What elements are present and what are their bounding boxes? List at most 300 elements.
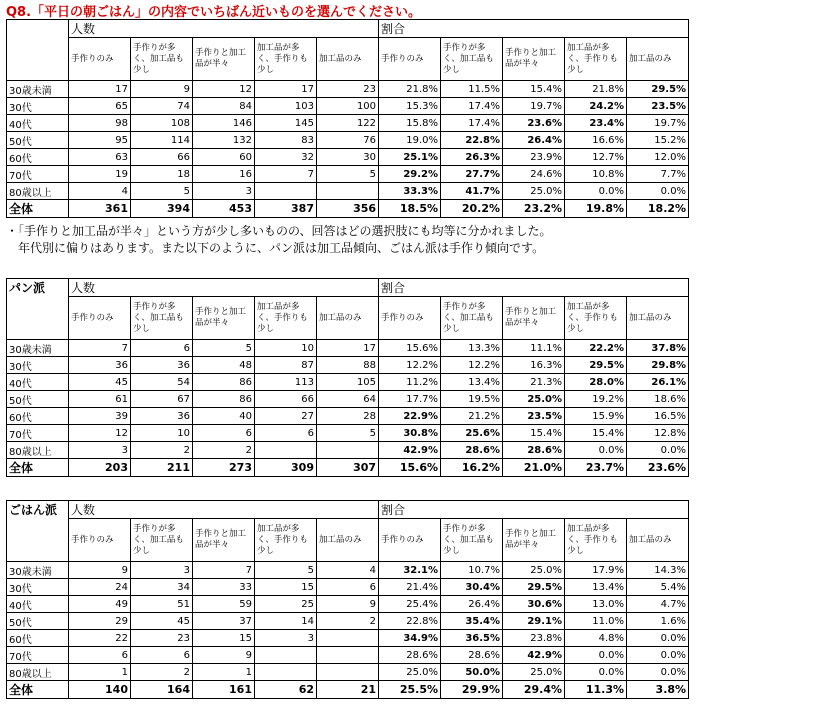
total-count-cell: 387 bbox=[255, 200, 317, 218]
table-row bbox=[7, 115, 689, 132]
table-row bbox=[7, 442, 689, 459]
ratio-cell: 16.6% bbox=[565, 132, 627, 149]
header-row-groups bbox=[7, 501, 689, 519]
total-ratio-cell: 23.7% bbox=[565, 459, 627, 477]
option-header: 手作りが多く、加工品も少し bbox=[441, 38, 503, 81]
count-cell: 95 bbox=[69, 132, 131, 149]
ratio-cell: 0.0% bbox=[565, 183, 627, 200]
count-cell: 5 bbox=[255, 562, 317, 579]
ratio-cell: 25.1% bbox=[379, 149, 441, 166]
ratio-cell: 28.6% bbox=[441, 442, 503, 459]
count-cell: 86 bbox=[193, 391, 255, 408]
table-row bbox=[7, 340, 689, 357]
count-cell: 5 bbox=[193, 340, 255, 357]
header-row-options bbox=[7, 297, 689, 340]
count-cell: 108 bbox=[131, 115, 193, 132]
ratio-cell: 5.4% bbox=[627, 579, 689, 596]
count-cell: 5 bbox=[317, 166, 379, 183]
row-label: 80歳以上 bbox=[7, 183, 69, 200]
count-cell bbox=[317, 630, 379, 647]
ratio-cell: 0.0% bbox=[627, 442, 689, 459]
ratio-cell: 29.1% bbox=[503, 613, 565, 630]
row-label: 40代 bbox=[7, 374, 69, 391]
count-cell: 3 bbox=[131, 562, 193, 579]
row-label: 60代 bbox=[7, 630, 69, 647]
count-cell: 28 bbox=[317, 408, 379, 425]
total-ratio-cell: 15.6% bbox=[379, 459, 441, 477]
count-cell: 122 bbox=[317, 115, 379, 132]
count-cell: 9 bbox=[317, 596, 379, 613]
total-count-cell: 453 bbox=[193, 200, 255, 218]
row-label: 30歳未満 bbox=[7, 81, 69, 98]
ratio-cell: 37.8% bbox=[627, 340, 689, 357]
ratio-cell: 23.9% bbox=[503, 149, 565, 166]
option-header: 手作りと加工品が半々 bbox=[193, 38, 255, 81]
ratio-cell: 7.7% bbox=[627, 166, 689, 183]
ratio-cell: 34.9% bbox=[379, 630, 441, 647]
count-cell: 36 bbox=[131, 408, 193, 425]
total-row bbox=[7, 459, 689, 477]
ratio-cell: 23.5% bbox=[503, 408, 565, 425]
row-label: 30代 bbox=[7, 98, 69, 115]
ratio-cell: 33.3% bbox=[379, 183, 441, 200]
table-row bbox=[7, 357, 689, 374]
table-row bbox=[7, 81, 689, 98]
count-cell: 7 bbox=[255, 166, 317, 183]
count-cell: 36 bbox=[131, 357, 193, 374]
total-count-cell: 394 bbox=[131, 200, 193, 218]
count-cell: 45 bbox=[69, 374, 131, 391]
table-row bbox=[7, 98, 689, 115]
ratio-cell: 21.8% bbox=[565, 81, 627, 98]
count-cell: 1 bbox=[193, 664, 255, 681]
ratio-cell: 16.3% bbox=[503, 357, 565, 374]
count-cell: 15 bbox=[255, 579, 317, 596]
count-cell: 19 bbox=[69, 166, 131, 183]
ratio-cell: 12.0% bbox=[627, 149, 689, 166]
ratio-cell: 15.9% bbox=[565, 408, 627, 425]
total-count-cell: 273 bbox=[193, 459, 255, 477]
ratio-cell: 23.8% bbox=[503, 630, 565, 647]
count-cell: 87 bbox=[255, 357, 317, 374]
option-header: 手作りが多く、加工品も少し bbox=[441, 519, 503, 562]
table-row bbox=[7, 166, 689, 183]
row-label: 70代 bbox=[7, 425, 69, 442]
ratio-cell: 15.4% bbox=[503, 81, 565, 98]
count-cell: 66 bbox=[131, 149, 193, 166]
table-row bbox=[7, 647, 689, 664]
table-label: パン派 bbox=[7, 279, 69, 340]
ratio-cell: 25.0% bbox=[503, 391, 565, 408]
count-cell: 6 bbox=[69, 647, 131, 664]
ratio-cell: 22.8% bbox=[441, 132, 503, 149]
ratio-cell: 15.3% bbox=[379, 98, 441, 115]
ratio-cell: 25.6% bbox=[441, 425, 503, 442]
count-cell: 86 bbox=[193, 374, 255, 391]
table-row bbox=[7, 132, 689, 149]
group-header-count: 人数 bbox=[69, 501, 379, 519]
ratio-cell: 26.1% bbox=[627, 374, 689, 391]
ratio-cell: 12.2% bbox=[441, 357, 503, 374]
group-header-count: 人数 bbox=[69, 20, 379, 38]
option-header: 加工品が多く、手作りも少し bbox=[255, 38, 317, 81]
crosstab-table-1 bbox=[6, 278, 689, 477]
option-header: 手作りと加工品が半々 bbox=[503, 38, 565, 81]
count-cell bbox=[255, 183, 317, 200]
ratio-cell: 13.4% bbox=[441, 374, 503, 391]
count-cell: 2 bbox=[193, 442, 255, 459]
ratio-cell: 15.2% bbox=[627, 132, 689, 149]
table-row bbox=[7, 374, 689, 391]
option-header: 手作りと加工品が半々 bbox=[193, 297, 255, 340]
ratio-cell: 36.5% bbox=[441, 630, 503, 647]
ratio-cell: 25.0% bbox=[503, 664, 565, 681]
count-cell: 9 bbox=[193, 647, 255, 664]
option-header: 加工品のみ bbox=[317, 519, 379, 562]
row-label: 80歳以上 bbox=[7, 442, 69, 459]
ratio-cell: 18.6% bbox=[627, 391, 689, 408]
option-header: 手作りが多く、加工品も少し bbox=[131, 38, 193, 81]
count-cell: 18 bbox=[131, 166, 193, 183]
count-cell bbox=[317, 442, 379, 459]
total-ratio-cell: 25.5% bbox=[379, 681, 441, 699]
ratio-cell: 25.0% bbox=[503, 183, 565, 200]
ratio-cell: 10.8% bbox=[565, 166, 627, 183]
total-ratio-cell: 29.9% bbox=[441, 681, 503, 699]
count-cell: 88 bbox=[317, 357, 379, 374]
option-header: 加工品が多く、手作りも少し bbox=[255, 519, 317, 562]
ratio-cell: 15.8% bbox=[379, 115, 441, 132]
count-cell bbox=[255, 442, 317, 459]
count-cell bbox=[317, 647, 379, 664]
total-count-cell: 164 bbox=[131, 681, 193, 699]
count-cell: 36 bbox=[69, 357, 131, 374]
ratio-cell: 19.0% bbox=[379, 132, 441, 149]
ratio-cell: 0.0% bbox=[565, 442, 627, 459]
count-cell: 6 bbox=[255, 425, 317, 442]
group-header-ratio: 割合 bbox=[379, 279, 689, 297]
option-header: 加工品が多く、手作りも少し bbox=[255, 297, 317, 340]
total-count-cell: 161 bbox=[193, 681, 255, 699]
count-cell: 30 bbox=[317, 149, 379, 166]
group-header-ratio: 割合 bbox=[379, 501, 689, 519]
count-cell: 114 bbox=[131, 132, 193, 149]
total-row bbox=[7, 200, 689, 218]
ratio-cell: 25.0% bbox=[379, 664, 441, 681]
count-cell: 5 bbox=[131, 183, 193, 200]
count-cell: 51 bbox=[131, 596, 193, 613]
row-label: 70代 bbox=[7, 166, 69, 183]
total-ratio-cell: 18.5% bbox=[379, 200, 441, 218]
total-ratio-cell: 18.2% bbox=[627, 200, 689, 218]
count-cell: 103 bbox=[255, 98, 317, 115]
count-cell: 4 bbox=[317, 562, 379, 579]
count-cell: 146 bbox=[193, 115, 255, 132]
ratio-cell: 17.7% bbox=[379, 391, 441, 408]
ratio-cell: 0.0% bbox=[627, 630, 689, 647]
ratio-cell: 28.6% bbox=[503, 442, 565, 459]
option-header: 手作りのみ bbox=[379, 297, 441, 340]
row-label: 40代 bbox=[7, 115, 69, 132]
ratio-cell: 22.2% bbox=[565, 340, 627, 357]
ratio-cell: 42.9% bbox=[379, 442, 441, 459]
option-header: 加工品が多く、手作りも少し bbox=[565, 38, 627, 81]
count-cell: 5 bbox=[317, 425, 379, 442]
count-cell: 6 bbox=[131, 340, 193, 357]
row-label: 80歳以上 bbox=[7, 664, 69, 681]
ratio-cell: 11.5% bbox=[441, 81, 503, 98]
count-cell bbox=[255, 647, 317, 664]
count-cell: 6 bbox=[131, 647, 193, 664]
total-ratio-cell: 16.2% bbox=[441, 459, 503, 477]
count-cell: 3 bbox=[255, 630, 317, 647]
ratio-cell: 19.7% bbox=[503, 98, 565, 115]
row-label: 30歳未満 bbox=[7, 562, 69, 579]
group-header-count: 人数 bbox=[69, 279, 379, 297]
ratio-cell: 19.7% bbox=[627, 115, 689, 132]
ratio-cell: 12.7% bbox=[565, 149, 627, 166]
row-label: 30歳未満 bbox=[7, 340, 69, 357]
total-count-cell: 211 bbox=[131, 459, 193, 477]
count-cell: 49 bbox=[69, 596, 131, 613]
ratio-cell: 24.6% bbox=[503, 166, 565, 183]
ratio-cell: 29.2% bbox=[379, 166, 441, 183]
option-header: 手作りと加工品が半々 bbox=[503, 519, 565, 562]
ratio-cell: 10.7% bbox=[441, 562, 503, 579]
count-cell: 37 bbox=[193, 613, 255, 630]
count-cell bbox=[255, 664, 317, 681]
ratio-cell: 29.5% bbox=[565, 357, 627, 374]
count-cell: 66 bbox=[255, 391, 317, 408]
count-cell bbox=[317, 183, 379, 200]
ratio-cell: 4.7% bbox=[627, 596, 689, 613]
count-cell bbox=[317, 664, 379, 681]
table-row bbox=[7, 425, 689, 442]
count-cell: 34 bbox=[131, 579, 193, 596]
ratio-cell: 25.0% bbox=[503, 562, 565, 579]
count-cell: 76 bbox=[317, 132, 379, 149]
count-cell: 17 bbox=[255, 81, 317, 98]
count-cell: 45 bbox=[131, 613, 193, 630]
count-cell: 3 bbox=[69, 442, 131, 459]
ratio-cell: 23.6% bbox=[503, 115, 565, 132]
count-cell: 60 bbox=[193, 149, 255, 166]
option-header: 手作りのみ bbox=[69, 38, 131, 81]
ratio-cell: 30.4% bbox=[441, 579, 503, 596]
ratio-cell: 0.0% bbox=[565, 664, 627, 681]
ratio-cell: 1.6% bbox=[627, 613, 689, 630]
table-row bbox=[7, 664, 689, 681]
count-cell: 23 bbox=[317, 81, 379, 98]
count-cell: 6 bbox=[193, 425, 255, 442]
total-ratio-cell: 21.0% bbox=[503, 459, 565, 477]
count-cell: 145 bbox=[255, 115, 317, 132]
row-label: 50代 bbox=[7, 391, 69, 408]
count-cell: 10 bbox=[131, 425, 193, 442]
ratio-cell: 15.6% bbox=[379, 340, 441, 357]
ratio-cell: 13.0% bbox=[565, 596, 627, 613]
ratio-cell: 42.9% bbox=[503, 647, 565, 664]
ratio-cell: 0.0% bbox=[627, 183, 689, 200]
ratio-cell: 17.4% bbox=[441, 115, 503, 132]
count-cell: 63 bbox=[69, 149, 131, 166]
count-cell: 98 bbox=[69, 115, 131, 132]
ratio-cell: 41.7% bbox=[441, 183, 503, 200]
note-line-2: 年代別に偏りはあります。また以下のように、パン派は加工品傾向、ごはん派は手作り傾向です。 bbox=[6, 241, 545, 255]
option-header: 手作りが多く、加工品も少し bbox=[131, 297, 193, 340]
option-header: 手作りのみ bbox=[379, 519, 441, 562]
count-cell: 59 bbox=[193, 596, 255, 613]
ratio-cell: 21.2% bbox=[441, 408, 503, 425]
count-cell: 15 bbox=[193, 630, 255, 647]
total-count-cell: 203 bbox=[69, 459, 131, 477]
total-label: 全体 bbox=[7, 681, 69, 699]
count-cell: 113 bbox=[255, 374, 317, 391]
row-label: 60代 bbox=[7, 408, 69, 425]
ratio-cell: 35.4% bbox=[441, 613, 503, 630]
note-line-1: ・「手作りと加工品が半々」という方が少し多いものの、回答はどの選択肢にも均等に分かれました。 bbox=[6, 224, 552, 238]
ratio-cell: 26.3% bbox=[441, 149, 503, 166]
count-cell: 1 bbox=[69, 664, 131, 681]
count-cell: 7 bbox=[69, 340, 131, 357]
question-title: Q8.「平日の朝ごはん」の内容でいちばん近いものを選んでください。 bbox=[6, 5, 422, 20]
group-header-ratio: 割合 bbox=[379, 20, 689, 38]
table-row bbox=[7, 562, 689, 579]
ratio-cell: 0.0% bbox=[627, 647, 689, 664]
table-row bbox=[7, 613, 689, 630]
ratio-cell: 30.8% bbox=[379, 425, 441, 442]
option-header: 手作りが多く、加工品も少し bbox=[441, 297, 503, 340]
header-row-groups bbox=[7, 279, 689, 297]
ratio-cell: 11.1% bbox=[503, 340, 565, 357]
ratio-cell: 25.4% bbox=[379, 596, 441, 613]
table-row bbox=[7, 149, 689, 166]
count-cell: 61 bbox=[69, 391, 131, 408]
row-label: 30代 bbox=[7, 357, 69, 374]
total-count-cell: 361 bbox=[69, 200, 131, 218]
table-label bbox=[7, 20, 69, 81]
table-row bbox=[7, 408, 689, 425]
count-cell: 29 bbox=[69, 613, 131, 630]
count-cell: 54 bbox=[131, 374, 193, 391]
table-row bbox=[7, 596, 689, 613]
count-cell: 25 bbox=[255, 596, 317, 613]
total-count-cell: 21 bbox=[317, 681, 379, 699]
count-cell: 100 bbox=[317, 98, 379, 115]
ratio-cell: 15.4% bbox=[503, 425, 565, 442]
ratio-cell: 29.5% bbox=[503, 579, 565, 596]
count-cell: 2 bbox=[317, 613, 379, 630]
ratio-cell: 23.5% bbox=[627, 98, 689, 115]
count-cell: 3 bbox=[193, 183, 255, 200]
count-cell: 132 bbox=[193, 132, 255, 149]
row-label: 60代 bbox=[7, 149, 69, 166]
count-cell: 2 bbox=[131, 664, 193, 681]
count-cell: 16 bbox=[193, 166, 255, 183]
count-cell: 4 bbox=[69, 183, 131, 200]
table-row bbox=[7, 579, 689, 596]
total-label: 全体 bbox=[7, 459, 69, 477]
total-count-cell: 307 bbox=[317, 459, 379, 477]
total-label: 全体 bbox=[7, 200, 69, 218]
count-cell: 17 bbox=[317, 340, 379, 357]
total-count-cell: 62 bbox=[255, 681, 317, 699]
ratio-cell: 12.8% bbox=[627, 425, 689, 442]
count-cell: 83 bbox=[255, 132, 317, 149]
option-header: 手作りのみ bbox=[69, 297, 131, 340]
count-cell: 27 bbox=[255, 408, 317, 425]
count-cell: 9 bbox=[131, 81, 193, 98]
count-cell: 23 bbox=[131, 630, 193, 647]
ratio-cell: 50.0% bbox=[441, 664, 503, 681]
row-label: 30代 bbox=[7, 579, 69, 596]
ratio-cell: 21.3% bbox=[503, 374, 565, 391]
option-header: 加工品のみ bbox=[317, 38, 379, 81]
option-header: 手作りのみ bbox=[379, 38, 441, 81]
ratio-cell: 12.2% bbox=[379, 357, 441, 374]
ratio-cell: 14.3% bbox=[627, 562, 689, 579]
ratio-cell: 24.2% bbox=[565, 98, 627, 115]
total-count-cell: 140 bbox=[69, 681, 131, 699]
ratio-cell: 19.2% bbox=[565, 391, 627, 408]
count-cell: 7 bbox=[193, 562, 255, 579]
option-header: 加工品が多く、手作りも少し bbox=[565, 519, 627, 562]
ratio-cell: 4.8% bbox=[565, 630, 627, 647]
count-cell: 84 bbox=[193, 98, 255, 115]
ratio-cell: 13.4% bbox=[565, 579, 627, 596]
ratio-cell: 26.4% bbox=[441, 596, 503, 613]
crosstab-table-2 bbox=[6, 500, 689, 699]
ratio-cell: 30.6% bbox=[503, 596, 565, 613]
option-header: 加工品のみ bbox=[627, 297, 689, 340]
header-row-groups bbox=[7, 20, 689, 38]
total-count-cell: 309 bbox=[255, 459, 317, 477]
count-cell: 48 bbox=[193, 357, 255, 374]
count-cell: 39 bbox=[69, 408, 131, 425]
total-ratio-cell: 3.8% bbox=[627, 681, 689, 699]
count-cell: 12 bbox=[193, 81, 255, 98]
ratio-cell: 23.4% bbox=[565, 115, 627, 132]
count-cell: 32 bbox=[255, 149, 317, 166]
option-header: 手作りのみ bbox=[69, 519, 131, 562]
total-count-cell: 356 bbox=[317, 200, 379, 218]
ratio-cell: 17.4% bbox=[441, 98, 503, 115]
option-header: 加工品のみ bbox=[317, 297, 379, 340]
ratio-cell: 21.4% bbox=[379, 579, 441, 596]
ratio-cell: 32.1% bbox=[379, 562, 441, 579]
count-cell: 10 bbox=[255, 340, 317, 357]
ratio-cell: 22.8% bbox=[379, 613, 441, 630]
ratio-cell: 28.6% bbox=[379, 647, 441, 664]
ratio-cell: 0.0% bbox=[565, 647, 627, 664]
ratio-cell: 19.5% bbox=[441, 391, 503, 408]
count-cell: 64 bbox=[317, 391, 379, 408]
count-cell: 12 bbox=[69, 425, 131, 442]
count-cell: 67 bbox=[131, 391, 193, 408]
count-cell: 65 bbox=[69, 98, 131, 115]
total-ratio-cell: 19.8% bbox=[565, 200, 627, 218]
header-row-options bbox=[7, 519, 689, 562]
total-ratio-cell: 20.2% bbox=[441, 200, 503, 218]
ratio-cell: 11.0% bbox=[565, 613, 627, 630]
ratio-cell: 27.7% bbox=[441, 166, 503, 183]
ratio-cell: 29.8% bbox=[627, 357, 689, 374]
ratio-cell: 17.9% bbox=[565, 562, 627, 579]
option-header: 加工品のみ bbox=[627, 519, 689, 562]
option-header: 加工品のみ bbox=[627, 38, 689, 81]
count-cell: 22 bbox=[69, 630, 131, 647]
count-cell: 105 bbox=[317, 374, 379, 391]
